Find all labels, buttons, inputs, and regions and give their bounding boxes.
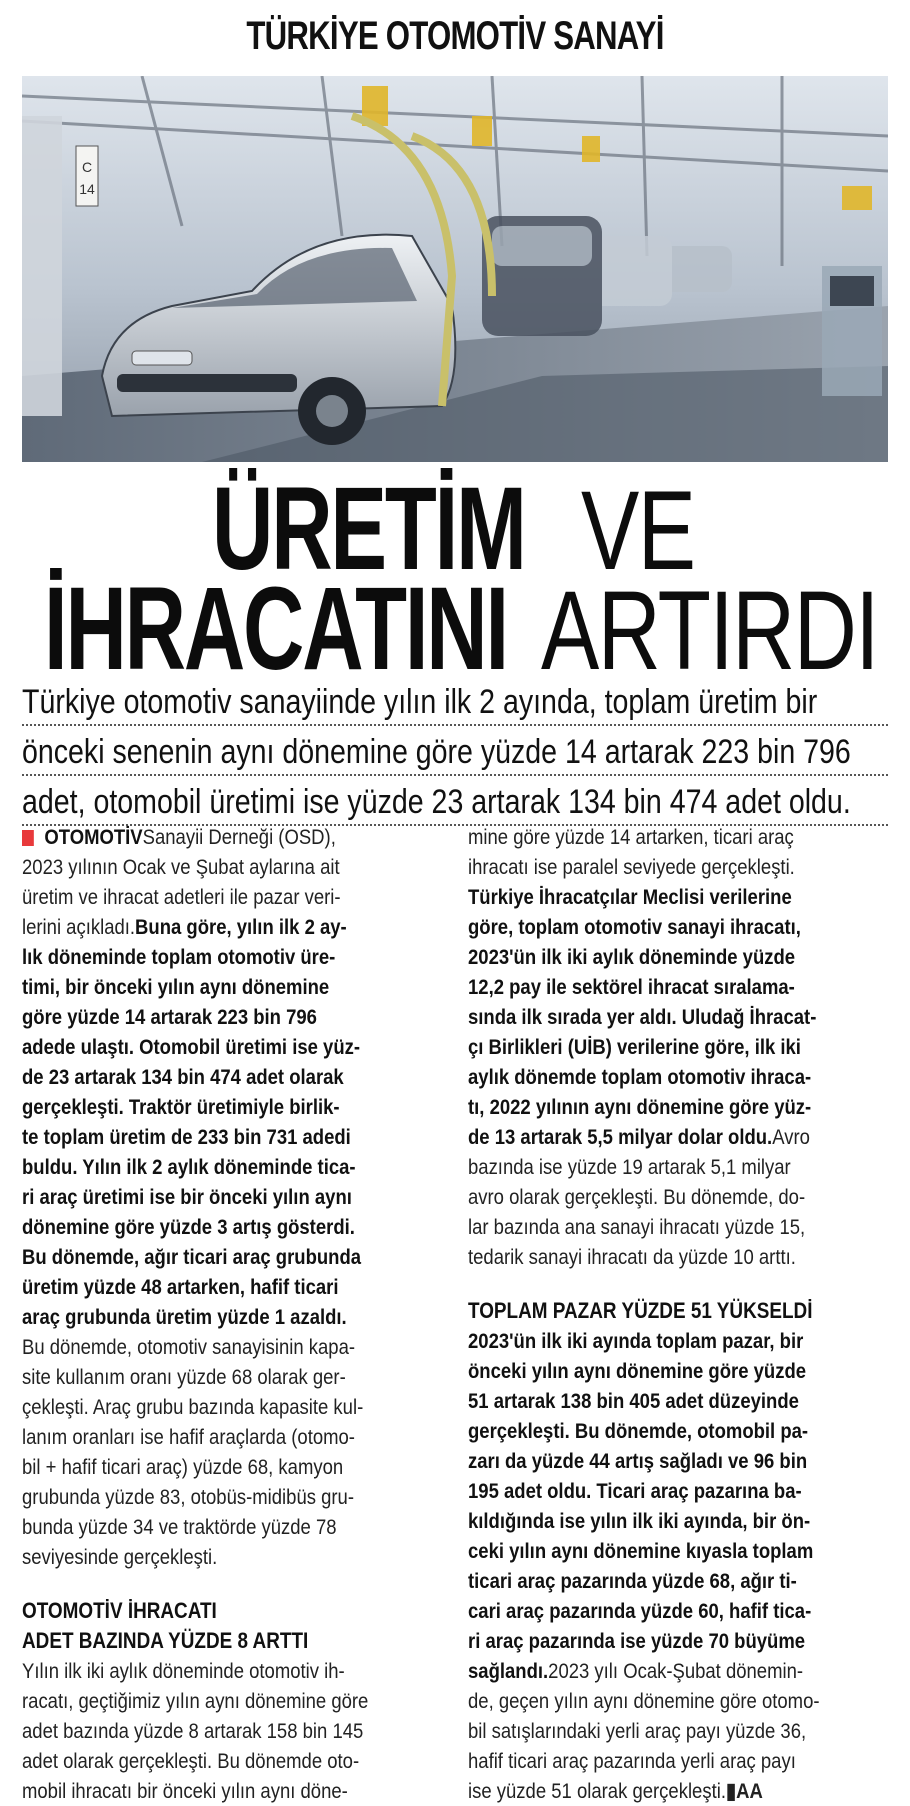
body-line (22, 1332, 442, 1362)
body-line (468, 1476, 888, 1506)
body-line (468, 1122, 888, 1152)
body-line (22, 912, 442, 942)
body-text: Bu dönemde, otomotiv sanayisinin kapa- (22, 1335, 356, 1359)
body-line (22, 1002, 442, 1032)
body-line-text (22, 1482, 354, 1512)
body-text-bold: adede ulaştı. Otomobil üretimi ise yüz- (22, 1035, 361, 1059)
body-line-text (22, 1242, 361, 1272)
deck-line-text: önceki senenin aynı dönemine göre yüzde 14 artarak 223 bin 796 (22, 733, 851, 771)
body-line-text (468, 1686, 820, 1716)
body-text-bold: de 13 artarak 5,5 milyar dolar oldu. (468, 1125, 773, 1149)
body-line (22, 1062, 442, 1092)
body-line (468, 1152, 888, 1182)
body-line-text (22, 1362, 346, 1392)
body-line (468, 1212, 888, 1242)
body-line-text (468, 1092, 811, 1122)
body-line-text (22, 1392, 363, 1422)
body-text-bold: aylık dönemde toplam otomotiv ihraca- (468, 1065, 812, 1089)
body-text: mine göre yüzde 14 artarken, ticari araç (468, 825, 794, 849)
body-line (468, 1326, 888, 1356)
body-line-text (22, 882, 341, 912)
body-line (468, 1386, 888, 1416)
body-line (22, 972, 442, 1002)
body-text-bold: sağlandı. (468, 1659, 549, 1683)
body-text-bold: te toplam üretim de 233 bin 731 adedi (22, 1125, 351, 1149)
body-line (22, 1362, 442, 1392)
body-text: bazında ise yüzde 19 artarak 5,1 milyar (468, 1155, 791, 1179)
body-line-text (468, 1566, 797, 1596)
body-text-bold: ceki yılın aynı dönemine kıyasla toplam (468, 1539, 814, 1563)
body-line (468, 1596, 888, 1626)
body-text: tedarik sanayi ihracatı da yüzde 10 arttı. (468, 1245, 796, 1269)
body-line (22, 1686, 442, 1716)
body-line (22, 942, 442, 972)
subhead-market (468, 1296, 888, 1326)
headline-light-1: VE (580, 468, 695, 593)
lead-prefix (22, 822, 143, 852)
body-text-bold: Buna göre, yılın ilk 2 ay- (135, 915, 347, 939)
body-line-text (468, 1152, 791, 1182)
body-text: Sanayii Derneği (OSD), (142, 825, 336, 849)
body-text-bold: 2023'ün ilk iki aylık döneminde yüzde (468, 945, 796, 969)
body-line (468, 1626, 888, 1656)
body-line (468, 1092, 888, 1122)
body-line-text (468, 1062, 811, 1092)
body-line-text (468, 972, 795, 1002)
body-line (468, 1716, 888, 1746)
body-text: Avro (772, 1125, 810, 1149)
headline-light-2: ARTIRDI (541, 568, 879, 693)
factory-illustration (22, 76, 888, 462)
body-line-text (22, 1656, 345, 1686)
subhead-export-text: OTOMOTİV İHRACATI (22, 1598, 217, 1623)
body-line (22, 1512, 442, 1542)
body-line-text (22, 1452, 343, 1482)
body-text: bil + hafif ticari araç) yüzde 68, kamyon (22, 1455, 344, 1479)
body-text: Yılın ilk iki aylık döneminde otomotiv ih- (22, 1659, 345, 1683)
body-line (22, 1152, 442, 1182)
body-text: lar bazında ana sanayi ihracatı yüzde 15, (468, 1215, 806, 1239)
red-square-marker (22, 830, 34, 846)
body-line (22, 1776, 442, 1806)
body-text-bold: de 23 artarak 134 bin 474 adet olarak (22, 1065, 344, 1089)
body-text: de, geçen yılın aynı dönemine göre otomo- (468, 1689, 820, 1713)
body-line (22, 1092, 442, 1122)
body-line-text (22, 1776, 348, 1806)
body-line-text (468, 1122, 810, 1152)
body-text-bold: cari araç pazarında yüzde 60, hafif tica- (468, 1599, 812, 1623)
body-text-bold: gerçekleşti. Traktör üretimiyle birlik- (22, 1095, 340, 1119)
body-line-text (468, 1356, 806, 1386)
body-line (22, 1392, 442, 1422)
body-line-text (468, 822, 794, 852)
body-line-text (22, 942, 335, 972)
body-line (468, 882, 888, 912)
body-line-text (468, 1416, 808, 1446)
body-line-text (22, 852, 340, 882)
deck-line-text: adet, otomobil üretimi ise yüzde 23 artarak 134 bin 474 adet oldu. (22, 783, 851, 821)
body-line-text (22, 1302, 347, 1332)
body-text: avro olarak gerçekleşti. Bu dönemde, do- (468, 1185, 806, 1209)
body-text-bold: ticari araç pazarında yüzde 68, ağır ti- (468, 1569, 797, 1593)
paragraph-gap (468, 1272, 888, 1296)
lead-word: OTOMOTİV (44, 825, 143, 849)
body-text-bold: tı, 2022 yılının aynı dönemine göre yüz- (468, 1095, 812, 1119)
body-text-bold: göre yüzde 14 artarak 223 bin 796 (22, 1005, 317, 1029)
body-line (22, 1482, 442, 1512)
body-text: 2023 yılının Ocak ve Şubat aylarına ait (22, 855, 340, 879)
body-text: mobil ihracatı bir önceki yılın aynı döne- (22, 1779, 348, 1803)
body-line-text (468, 1002, 816, 1032)
body-line-text (22, 1032, 360, 1062)
paragraph-gap (22, 1572, 442, 1596)
body-text-bold: buldu. Yılın ilk 2 aylık döneminde tica- (22, 1155, 356, 1179)
body-line-text (468, 1182, 805, 1212)
photo-sign-letter: C (81, 159, 93, 175)
body-text-bold: 12,2 pay ile sektörel ihracat sıralama- (468, 975, 795, 999)
body-line-text (468, 1326, 803, 1356)
body-line (468, 912, 888, 942)
body-text: hafif ticari araç pazarında yerli araç payı (468, 1749, 796, 1773)
body-text: grubunda yüzde 83, otobüs-midibüs gru- (22, 1485, 355, 1509)
body-text: racatı, geçtiğimiz yılın aynı dönemine göre (22, 1689, 369, 1713)
body-line-text (468, 1476, 802, 1506)
body-line (22, 882, 442, 912)
deck-line (22, 680, 888, 726)
body-line-text (468, 1656, 803, 1686)
body-line (22, 1272, 442, 1302)
agency-signature: ▮AA (725, 1779, 763, 1803)
body-text: lerini açıkladı. (22, 915, 136, 939)
body-line (468, 1776, 888, 1806)
body-text: site kullanım oranı yüzde 68 olarak ger- (22, 1365, 346, 1389)
body-line-text (22, 912, 347, 942)
body-line-text (468, 1776, 763, 1806)
body-line (468, 1242, 888, 1272)
body-line (468, 1446, 888, 1476)
body-line-text (22, 1272, 339, 1302)
body-text-bold: Bu dönemde, ağır ticari araç grubunda (22, 1245, 362, 1269)
body-line (468, 1182, 888, 1212)
body-line-text (468, 1446, 807, 1476)
body-line-text (22, 822, 336, 852)
body-line-text (22, 1062, 344, 1092)
body-text-bold: önceki yılın aynı dönemine göre yüzde (468, 1359, 807, 1383)
body-line-text (22, 1182, 352, 1212)
body-line (468, 1062, 888, 1092)
body-text: çekleşti. Araç grubu bazında kapasite kul- (22, 1395, 364, 1419)
body-line (468, 852, 888, 882)
body-line-text (22, 1422, 355, 1452)
body-text: üretim ve ihracat adetleri ile pazar veri- (22, 885, 341, 909)
body-line (468, 942, 888, 972)
deck-line (22, 780, 888, 826)
subhead-export (22, 1596, 442, 1626)
body-text: adet olarak gerçekleşti. Bu dönemde oto- (22, 1749, 360, 1773)
body-line-text (22, 1122, 351, 1152)
body-text-bold: sında ilk sırada yer aldı. Uludağ İhracat- (468, 1005, 817, 1029)
body-line (22, 1212, 442, 1242)
body-text-bold: lık döneminde toplam otomotiv üre- (22, 945, 336, 969)
headline-bold-1: ÜRETİM (212, 463, 525, 595)
body-line (22, 1422, 442, 1452)
body-line (22, 1302, 442, 1332)
body-line (468, 1356, 888, 1386)
body-line-text (468, 1596, 811, 1626)
body-text-bold: gerçekleşti. Bu dönemde, otomobil pa- (468, 1419, 809, 1443)
body-text-bold: timi, bir önceki yılın aynı dönemine (22, 975, 330, 999)
body-line (468, 1416, 888, 1446)
body-text-bold: ri araç üretimi ise bir önceki yılın aynı (22, 1185, 352, 1209)
body-line-text (22, 1152, 356, 1182)
body-text: ihracatı ise paralel seviyede gerçekleşti. (468, 855, 795, 879)
subhead-market-text: TOPLAM PAZAR YÜZDE 51 YÜKSELDİ (468, 1298, 813, 1323)
deck-line (22, 730, 888, 776)
body-text: bil satışlarındaki yerli araç payı yüzde 36, (468, 1719, 807, 1743)
body-text-bold: 51 artarak 138 bin 405 adet düzeyinde (468, 1389, 799, 1413)
body-line-text (468, 912, 801, 942)
body-line-text (22, 1686, 368, 1716)
deck-summary (22, 680, 888, 830)
body-line-text (468, 882, 792, 912)
body-text: seviyesinde gerçekleşti. (22, 1545, 218, 1569)
article-column-right (468, 822, 888, 1806)
article-column-left (22, 822, 442, 1806)
body-line (468, 1656, 888, 1686)
body-text: bunda yüzde 34 ve traktörde yüzde 78 (22, 1515, 337, 1539)
subhead-export-units (22, 1626, 442, 1656)
body-line-text (468, 1536, 813, 1566)
body-line-text (468, 1242, 796, 1272)
body-text-bold: kıldığında ise yılın ilk iki ayında, bir ön- (468, 1509, 811, 1533)
body-line (468, 1536, 888, 1566)
body-line-text (22, 1002, 317, 1032)
body-text-bold: üretim yüzde 48 artarken, hafif ticari (22, 1275, 339, 1299)
body-text-bold: dönemine göre yüzde 3 artış gösterdi. (22, 1215, 355, 1239)
body-line-text (22, 1512, 337, 1542)
body-line (22, 1242, 442, 1272)
body-line-text (468, 1032, 801, 1062)
body-text: 2023 yılı Ocak-Şubat dönemin- (548, 1659, 804, 1683)
body-line-text (22, 1092, 340, 1122)
body-line-text (468, 1506, 810, 1536)
body-line (22, 1542, 442, 1572)
body-line (22, 822, 442, 852)
assembly-line-photo (22, 76, 888, 462)
body-line (468, 1002, 888, 1032)
body-text-bold: ri araç pazarında ise yüzde 70 büyüme (468, 1629, 806, 1653)
body-line-text (468, 942, 795, 972)
body-line-text (22, 1212, 355, 1242)
body-text: ise yüzde 51 olarak gerçekleşti. (468, 1779, 726, 1803)
body-line (22, 1032, 442, 1062)
body-text: lanım oranları ise hafif araçlarda (otomo- (22, 1425, 355, 1449)
body-line-text (468, 1626, 805, 1656)
body-text-bold: çı Birlikleri (UİB) verilerine göre, ilk iki (468, 1035, 801, 1059)
photo-sign-number: 14 (79, 181, 95, 197)
section-kicker: TÜRKİYE OTOMOTİV SANAYİ (246, 14, 664, 58)
body-line (22, 852, 442, 882)
body-line-text (468, 1386, 799, 1416)
body-line-text (468, 1212, 805, 1242)
body-line (468, 972, 888, 1002)
body-text-bold: göre, toplam otomotiv sanayi ihracatı, (468, 915, 801, 939)
body-text: adet bazında yüzde 8 artarak 158 bin 145 (22, 1719, 364, 1743)
body-text-bold: Türkiye İhracatçılar Meclisi verilerine (468, 885, 792, 909)
body-text-bold: 2023'ün ilk iki ayında toplam pazar, bir (468, 1329, 804, 1353)
body-line (22, 1656, 442, 1686)
headline-line-2 (22, 563, 888, 695)
body-line-text (468, 852, 795, 882)
body-line (22, 1716, 442, 1746)
body-line (22, 1122, 442, 1152)
deck-line-text: Türkiye otomotiv sanayiinde yılın ilk 2 ayında, toplam üretim bir (22, 683, 818, 721)
body-line (468, 1032, 888, 1062)
body-line-text (22, 1716, 363, 1746)
body-text-bold: zarı da yüzde 44 artış sağladı ve 96 bin (468, 1449, 808, 1473)
subhead-export-units-text: ADET BAZINDA YÜZDE 8 ARTTI (22, 1628, 309, 1653)
body-line-text (22, 972, 329, 1002)
headline-bold-2: İHRACATINI (44, 563, 507, 695)
body-line (468, 1506, 888, 1536)
body-line (22, 1182, 442, 1212)
body-line (468, 822, 888, 852)
body-line-text (22, 1332, 355, 1362)
body-line-text (468, 1716, 806, 1746)
body-line-text (22, 1542, 217, 1572)
body-text-bold: 195 adet oldu. Ticari araç pazarına ba- (468, 1479, 802, 1503)
body-line (22, 1452, 442, 1482)
body-line (468, 1686, 888, 1716)
body-text-bold: araç grubunda üretim yüzde 1 azaldı. (22, 1305, 347, 1329)
body-line (468, 1566, 888, 1596)
